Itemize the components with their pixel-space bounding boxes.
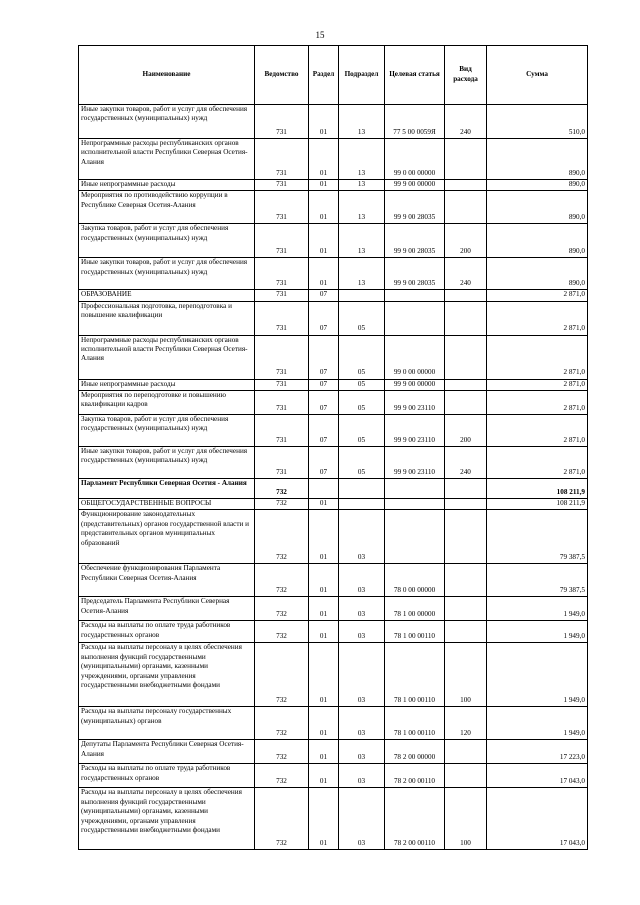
row-sum: 2 871,0 <box>487 415 588 447</box>
row-vedomstvo: 731 <box>255 290 309 301</box>
table-row <box>79 499 588 510</box>
row-name: Закупка товаров, работ и услуг для обеспечения государственных (муниципальных) нужд <box>79 224 255 258</box>
row-name: Парламент Республики Северная Осетия - Алания <box>79 479 255 499</box>
header-article: Целевая статья <box>385 46 445 105</box>
row-vedomstvo: 732 <box>255 499 309 510</box>
row-name: Обеспечение функционирования Парламента Республики Северная Осетия-Алания <box>79 564 255 597</box>
row-podrazdel: 05 <box>339 447 385 479</box>
row-podrazdel: 03 <box>339 621 385 643</box>
row-razdel <box>309 479 339 499</box>
table-row <box>79 415 588 447</box>
row-razdel: 01 <box>309 740 339 764</box>
row-vedomstvo: 731 <box>255 447 309 479</box>
table-row <box>79 510 588 564</box>
row-podrazdel: 13 <box>339 224 385 258</box>
row-vid <box>445 139 487 180</box>
row-vedomstvo: 732 <box>255 764 309 788</box>
table-row <box>79 258 588 290</box>
row-sum: 890,0 <box>487 191 588 224</box>
table-row <box>79 379 588 390</box>
table-row <box>79 621 588 643</box>
row-razdel: 01 <box>309 564 339 597</box>
row-vedomstvo: 731 <box>255 105 309 139</box>
table-row <box>79 301 588 335</box>
row-razdel: 07 <box>309 415 339 447</box>
page-number: 15 <box>315 30 325 40</box>
row-razdel: 01 <box>309 105 339 139</box>
row-podrazdel: 03 <box>339 740 385 764</box>
row-name: ОБЩЕГОСУДАРСТВЕННЫЕ ВОПРОСЫ <box>79 499 255 510</box>
row-name: Расходы на выплаты персоналу в целях обеспечения выполнения функций государственными (муниципальными) органами, казенными учреждениями, органами управления государственными внебюджетными фондами <box>79 788 255 850</box>
row-sum: 108 211,9 <box>487 499 588 510</box>
row-name: Непрограммные расходы республиканских органов исполнительной власти Республики Северная Осетия-Алания <box>79 335 255 379</box>
row-sum: 108 211,9 <box>487 479 588 499</box>
row-vedomstvo: 732 <box>255 510 309 564</box>
row-article: 99 0 00 00000 <box>385 335 445 379</box>
row-vid <box>445 564 487 597</box>
row-sum: 890,0 <box>487 180 588 191</box>
row-razdel: 07 <box>309 335 339 379</box>
row-razdel: 01 <box>309 597 339 621</box>
row-name: Иные закупки товаров, работ и услуг для обеспечения государственных (муниципальных) нужд <box>79 258 255 290</box>
row-podrazdel: 13 <box>339 139 385 180</box>
row-name: Расходы на выплаты персоналу государственных (муниципальных) органов <box>79 707 255 740</box>
header-razdel: Раздел <box>309 46 339 105</box>
row-podrazdel: 05 <box>339 391 385 415</box>
table-row <box>79 224 588 258</box>
row-article: 99 0 00 00000 <box>385 139 445 180</box>
row-vedomstvo: 731 <box>255 139 309 180</box>
row-podrazdel: 03 <box>339 764 385 788</box>
row-sum: 79 387,5 <box>487 564 588 597</box>
row-vedomstvo: 731 <box>255 180 309 191</box>
row-article: 78 1 00 00110 <box>385 621 445 643</box>
row-vedomstvo: 731 <box>255 224 309 258</box>
row-vid <box>445 621 487 643</box>
row-razdel: 01 <box>309 180 339 191</box>
row-vid: 100 <box>445 788 487 850</box>
row-podrazdel: 13 <box>339 191 385 224</box>
row-name: Иные закупки товаров, работ и услуг для обеспечения государственных (муниципальных) нужд <box>79 447 255 479</box>
table-row <box>79 290 588 301</box>
row-name: Расходы на выплаты по оплате труда работников государственных органов <box>79 764 255 788</box>
row-sum: 17 223,0 <box>487 740 588 764</box>
row-vid: 240 <box>445 258 487 290</box>
row-article: 99 9 00 23110 <box>385 447 445 479</box>
row-name: Председатель Парламента Республики Северная Осетия-Алания <box>79 597 255 621</box>
row-name: Иные непрограммные расходы <box>79 180 255 191</box>
row-sum: 890,0 <box>487 224 588 258</box>
row-razdel: 01 <box>309 224 339 258</box>
row-sum: 2 871,0 <box>487 379 588 390</box>
row-sum: 1 949,0 <box>487 707 588 740</box>
row-vedomstvo: 732 <box>255 564 309 597</box>
row-razdel: 07 <box>309 391 339 415</box>
row-vedomstvo: 732 <box>255 740 309 764</box>
row-article: 99 9 00 00000 <box>385 379 445 390</box>
row-sum: 17 043,0 <box>487 788 588 850</box>
row-vid <box>445 335 487 379</box>
row-article <box>385 301 445 335</box>
row-razdel: 01 <box>309 707 339 740</box>
row-article: 99 9 00 28035 <box>385 191 445 224</box>
row-article <box>385 499 445 510</box>
row-vid <box>445 290 487 301</box>
row-vedomstvo: 731 <box>255 301 309 335</box>
row-razdel: 07 <box>309 290 339 301</box>
row-razdel: 01 <box>309 643 339 707</box>
row-vid <box>445 391 487 415</box>
header-vedomstvo: Ведомство <box>255 46 309 105</box>
table-row <box>79 597 588 621</box>
row-sum: 2 871,0 <box>487 301 588 335</box>
row-sum: 890,0 <box>487 258 588 290</box>
table-header-row <box>79 46 588 105</box>
row-vid <box>445 301 487 335</box>
row-vid <box>445 379 487 390</box>
row-vid: 200 <box>445 224 487 258</box>
row-article: 78 2 00 00110 <box>385 764 445 788</box>
row-vid: 200 <box>445 415 487 447</box>
table-row <box>79 707 588 740</box>
row-razdel: 01 <box>309 191 339 224</box>
row-sum: 510,0 <box>487 105 588 139</box>
row-podrazdel <box>339 479 385 499</box>
row-name: Расходы на выплаты персоналу в целях обеспечения выполнения функций государственными (муниципальными) органами, казенными учреждениями, органами управления государственными внебюджетными фондами <box>79 643 255 707</box>
row-vedomstvo: 731 <box>255 191 309 224</box>
row-vedomstvo: 731 <box>255 258 309 290</box>
table-row <box>79 180 588 191</box>
row-podrazdel: 03 <box>339 643 385 707</box>
row-name: Иные закупки товаров, работ и услуг для обеспечения государственных (муниципальных) нужд <box>79 105 255 139</box>
row-vedomstvo: 731 <box>255 335 309 379</box>
row-podrazdel: 03 <box>339 597 385 621</box>
row-podrazdel <box>339 290 385 301</box>
row-podrazdel: 13 <box>339 105 385 139</box>
table-row <box>79 139 588 180</box>
header-vid: Вид расхода <box>445 46 487 105</box>
row-article: 77 5 00 0059Я <box>385 105 445 139</box>
row-article: 78 2 00 00110 <box>385 788 445 850</box>
row-article: 99 9 00 23110 <box>385 415 445 447</box>
row-vedomstvo: 732 <box>255 707 309 740</box>
row-vedomstvo: 732 <box>255 621 309 643</box>
row-name: Расходы на выплаты по оплате труда работников государственных органов <box>79 621 255 643</box>
row-vid <box>445 180 487 191</box>
row-vid <box>445 764 487 788</box>
row-article: 78 1 00 00110 <box>385 707 445 740</box>
row-razdel: 01 <box>309 788 339 850</box>
row-vedomstvo: 731 <box>255 379 309 390</box>
row-razdel: 01 <box>309 139 339 180</box>
row-sum: 79 387,5 <box>487 510 588 564</box>
row-sum: 2 871,0 <box>487 335 588 379</box>
row-sum: 17 043,0 <box>487 764 588 788</box>
row-name: Иные непрограммные расходы <box>79 379 255 390</box>
row-podrazdel: 05 <box>339 415 385 447</box>
row-razdel: 07 <box>309 379 339 390</box>
row-vid: 240 <box>445 447 487 479</box>
row-vedomstvo: 732 <box>255 597 309 621</box>
row-podrazdel: 05 <box>339 335 385 379</box>
row-vedomstvo: 731 <box>255 415 309 447</box>
row-podrazdel: 05 <box>339 301 385 335</box>
row-sum: 1 949,0 <box>487 597 588 621</box>
row-article <box>385 290 445 301</box>
row-vedomstvo: 731 <box>255 391 309 415</box>
table-row <box>79 191 588 224</box>
row-article: 78 0 00 00000 <box>385 564 445 597</box>
table-row <box>79 764 588 788</box>
row-sum: 2 871,0 <box>487 391 588 415</box>
row-podrazdel: 03 <box>339 510 385 564</box>
row-sum: 2 871,0 <box>487 447 588 479</box>
row-article: 78 1 00 00000 <box>385 597 445 621</box>
row-vid <box>445 191 487 224</box>
budget-table <box>78 45 588 850</box>
row-sum: 2 871,0 <box>487 290 588 301</box>
table-row <box>79 391 588 415</box>
row-sum: 1 949,0 <box>487 621 588 643</box>
row-vid <box>445 740 487 764</box>
row-podrazdel <box>339 499 385 510</box>
row-podrazdel: 13 <box>339 180 385 191</box>
row-article <box>385 510 445 564</box>
row-article: 99 9 00 00000 <box>385 180 445 191</box>
row-razdel: 01 <box>309 764 339 788</box>
row-name: Депутаты Парламента Республики Северная Осетия-Алания <box>79 740 255 764</box>
row-podrazdel: 03 <box>339 707 385 740</box>
row-podrazdel: 03 <box>339 788 385 850</box>
row-sum: 1 949,0 <box>487 643 588 707</box>
row-name: Закупка товаров, работ и услуг для обеспечения государственных (муниципальных) нужд <box>79 415 255 447</box>
row-article: 99 9 00 28035 <box>385 224 445 258</box>
row-name: Мероприятия по противодействию коррупции в Республике Северная Осетия-Алания <box>79 191 255 224</box>
table-row <box>79 335 588 379</box>
header-podrazdel: Подраздел <box>339 46 385 105</box>
row-podrazdel: 05 <box>339 379 385 390</box>
table-row <box>79 788 588 850</box>
row-vid <box>445 510 487 564</box>
row-vid: 100 <box>445 643 487 707</box>
row-article: 78 1 00 00110 <box>385 643 445 707</box>
row-article <box>385 479 445 499</box>
row-razdel: 07 <box>309 301 339 335</box>
table-row <box>79 447 588 479</box>
row-razdel: 07 <box>309 447 339 479</box>
row-podrazdel: 13 <box>339 258 385 290</box>
row-name: Мероприятия по переподготовке и повышению квалификации кадров <box>79 391 255 415</box>
row-vid <box>445 597 487 621</box>
row-razdel: 01 <box>309 510 339 564</box>
row-name: ОБРАЗОВАНИЕ <box>79 290 255 301</box>
row-vid <box>445 499 487 510</box>
row-vid <box>445 479 487 499</box>
row-name: Профессиональная подготовка, переподготовка и повышение квалификации <box>79 301 255 335</box>
row-name: Непрограммные расходы республиканских органов исполнительной власти Республики Северная Осетия-Алания <box>79 139 255 180</box>
table-row <box>79 740 588 764</box>
row-vid: 120 <box>445 707 487 740</box>
row-vedomstvo: 732 <box>255 643 309 707</box>
row-razdel: 01 <box>309 621 339 643</box>
row-name: Функционирование законодательных (представительных) органов государственной власти и представительных органов муниципальных образований <box>79 510 255 564</box>
row-vedomstvo: 732 <box>255 788 309 850</box>
row-vedomstvo: 732 <box>255 479 309 499</box>
row-sum: 890,0 <box>487 139 588 180</box>
row-article: 99 9 00 28035 <box>385 258 445 290</box>
row-razdel: 01 <box>309 258 339 290</box>
row-vid: 240 <box>445 105 487 139</box>
table-row <box>79 105 588 139</box>
row-article: 78 2 00 00000 <box>385 740 445 764</box>
row-article: 99 9 00 23110 <box>385 391 445 415</box>
row-podrazdel: 03 <box>339 564 385 597</box>
table-row <box>79 479 588 499</box>
row-razdel: 01 <box>309 499 339 510</box>
header-sum: Сумма <box>487 46 588 105</box>
table-row <box>79 643 588 707</box>
header-name: Наименование <box>79 46 255 105</box>
table-row <box>79 564 588 597</box>
